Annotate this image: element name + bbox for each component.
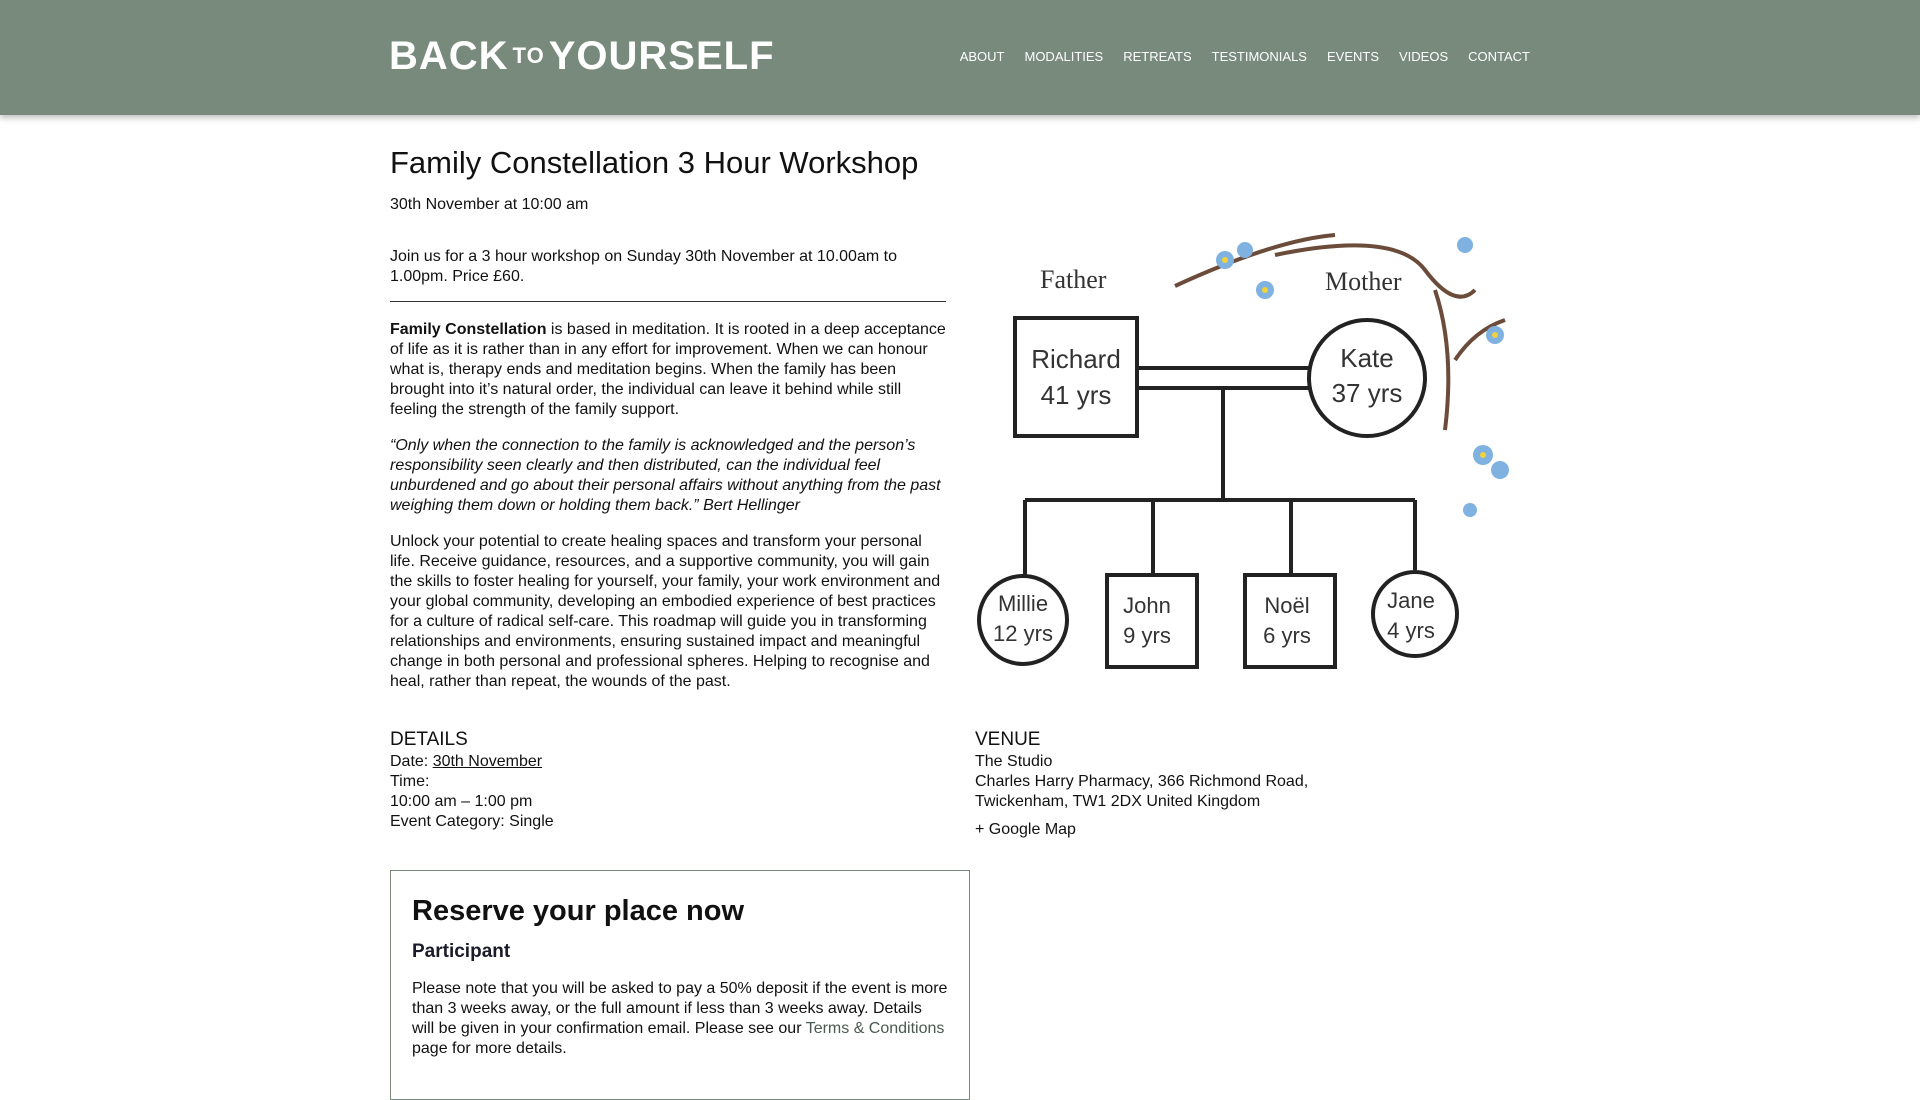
deposit-note [412, 979, 948, 1059]
note-text: page for more details. [412, 1040, 567, 1057]
father-label: Father [1040, 265, 1107, 294]
date-link[interactable]: 30th November [432, 753, 543, 770]
logo-text: TO [512, 43, 545, 68]
family-tree-illustration [975, 230, 1530, 675]
venue-address-2: Twickenham, TW1 2DX United Kingdom [975, 793, 1261, 810]
child-age: 4 yrs [1387, 618, 1435, 643]
divider [390, 301, 946, 302]
time-value: 10:00 am – 1:00 pm [390, 793, 533, 810]
logo[interactable] [389, 34, 775, 79]
event-venue [975, 728, 1308, 840]
date-label: Date: [390, 753, 433, 770]
child-name: Millie [997, 591, 1049, 616]
child-name: Noël [1264, 593, 1310, 618]
nav-testimonials[interactable]: TESTIMONIALS [1211, 49, 1307, 64]
description-paragraph-2: Unlock your potential to create healing spaces and transform your personal life. Receive guidance, resources, and a supportive community, you will gain the skills to foster healing for yourself, your family, your work environment and your global community, developing an embodied experience of best practices for a culture of radical self-care. This roadmap will guide you in transforming relationships and environments, ensuring sustained impact and meaningful change in both personal and professional spheres. Helping to recognise and heal, rather than repeat, the wounds of the past. [390, 533, 941, 690]
nav-events[interactable]: EVENTS [1326, 49, 1379, 64]
event-datetime: 30th November at 10:00 am [390, 196, 589, 213]
nav-modalities[interactable]: MODALITIES [1024, 49, 1104, 64]
quote: “Only when the connection to the family is acknowledged and the person’s responsibility seen clearly and then distributed, can the individual feel unburdened and go about their personal affairs without anything from the past weighing them down or holding them back.” Bert Hellinger [390, 437, 941, 514]
child-name: John [1123, 593, 1171, 618]
note-text: Please note that you will be asked to pay a 50% deposit if the event is more than 3 weeks away, or the full amount if less than 3 weeks away. Details will be given in your confirmation email. Please see our [412, 980, 948, 1037]
nav-contact[interactable]: CONTACT [1468, 49, 1530, 64]
event-content [390, 145, 946, 708]
description-paragraph [390, 320, 946, 420]
form-title: Reserve your place now [412, 895, 745, 927]
child-age: 6 yrs [1263, 623, 1311, 648]
venue-heading: VENUE [975, 729, 1041, 750]
booking-form [390, 870, 970, 1100]
main-nav [960, 49, 1530, 64]
nav-retreats[interactable]: RETREATS [1123, 49, 1192, 64]
nav-about[interactable]: ABOUT [959, 49, 1005, 64]
form-subtitle: Participant [412, 941, 511, 962]
bold-term: Family Constellation [390, 321, 547, 338]
child-age: 9 yrs [1123, 623, 1171, 648]
logo-text: BACK [389, 34, 509, 78]
logo-text: YOURSELF [548, 34, 775, 78]
mother-name: Kate [1340, 343, 1394, 373]
google-map-link[interactable]: + Google Map [975, 821, 1076, 838]
event-intro: Join us for a 3 hour workshop on Sunday 30th November at 10.00am to 1.00pm. Price £60. [390, 248, 897, 285]
description-text: is based in meditation. It is rooted in a deep acceptance of life as it is rather than in any effort for improvement. When we can honour what is, therapy ends and meditation begins. When the family has been brought into it’s natural order, the individual can leave it behind while still feeling the strength of the family support. [390, 321, 946, 418]
father-name: Richard [1031, 344, 1121, 374]
site-header [0, 0, 1920, 115]
mother-label: Mother [1325, 267, 1402, 296]
date-row [390, 752, 554, 772]
father-age: 41 yrs [1040, 380, 1112, 410]
terms-link[interactable]: Terms & Conditions [805, 1020, 945, 1037]
venue-name: The Studio [975, 753, 1053, 770]
child-name: Jane [1387, 588, 1435, 613]
venue-address-1: Charles Harry Pharmacy, 366 Richmond Road, [975, 773, 1309, 790]
details-heading: DETAILS [390, 729, 468, 750]
time-label: Time: [390, 773, 430, 790]
child-age: 12 yrs [993, 621, 1053, 646]
nav-videos[interactable]: VIDEOS [1399, 49, 1449, 64]
page-title: Family Constellation 3 Hour Workshop [390, 145, 919, 180]
event-details [390, 728, 554, 832]
mother-age: 37 yrs [1331, 378, 1403, 408]
event-category: Event Category: Single [390, 813, 554, 830]
